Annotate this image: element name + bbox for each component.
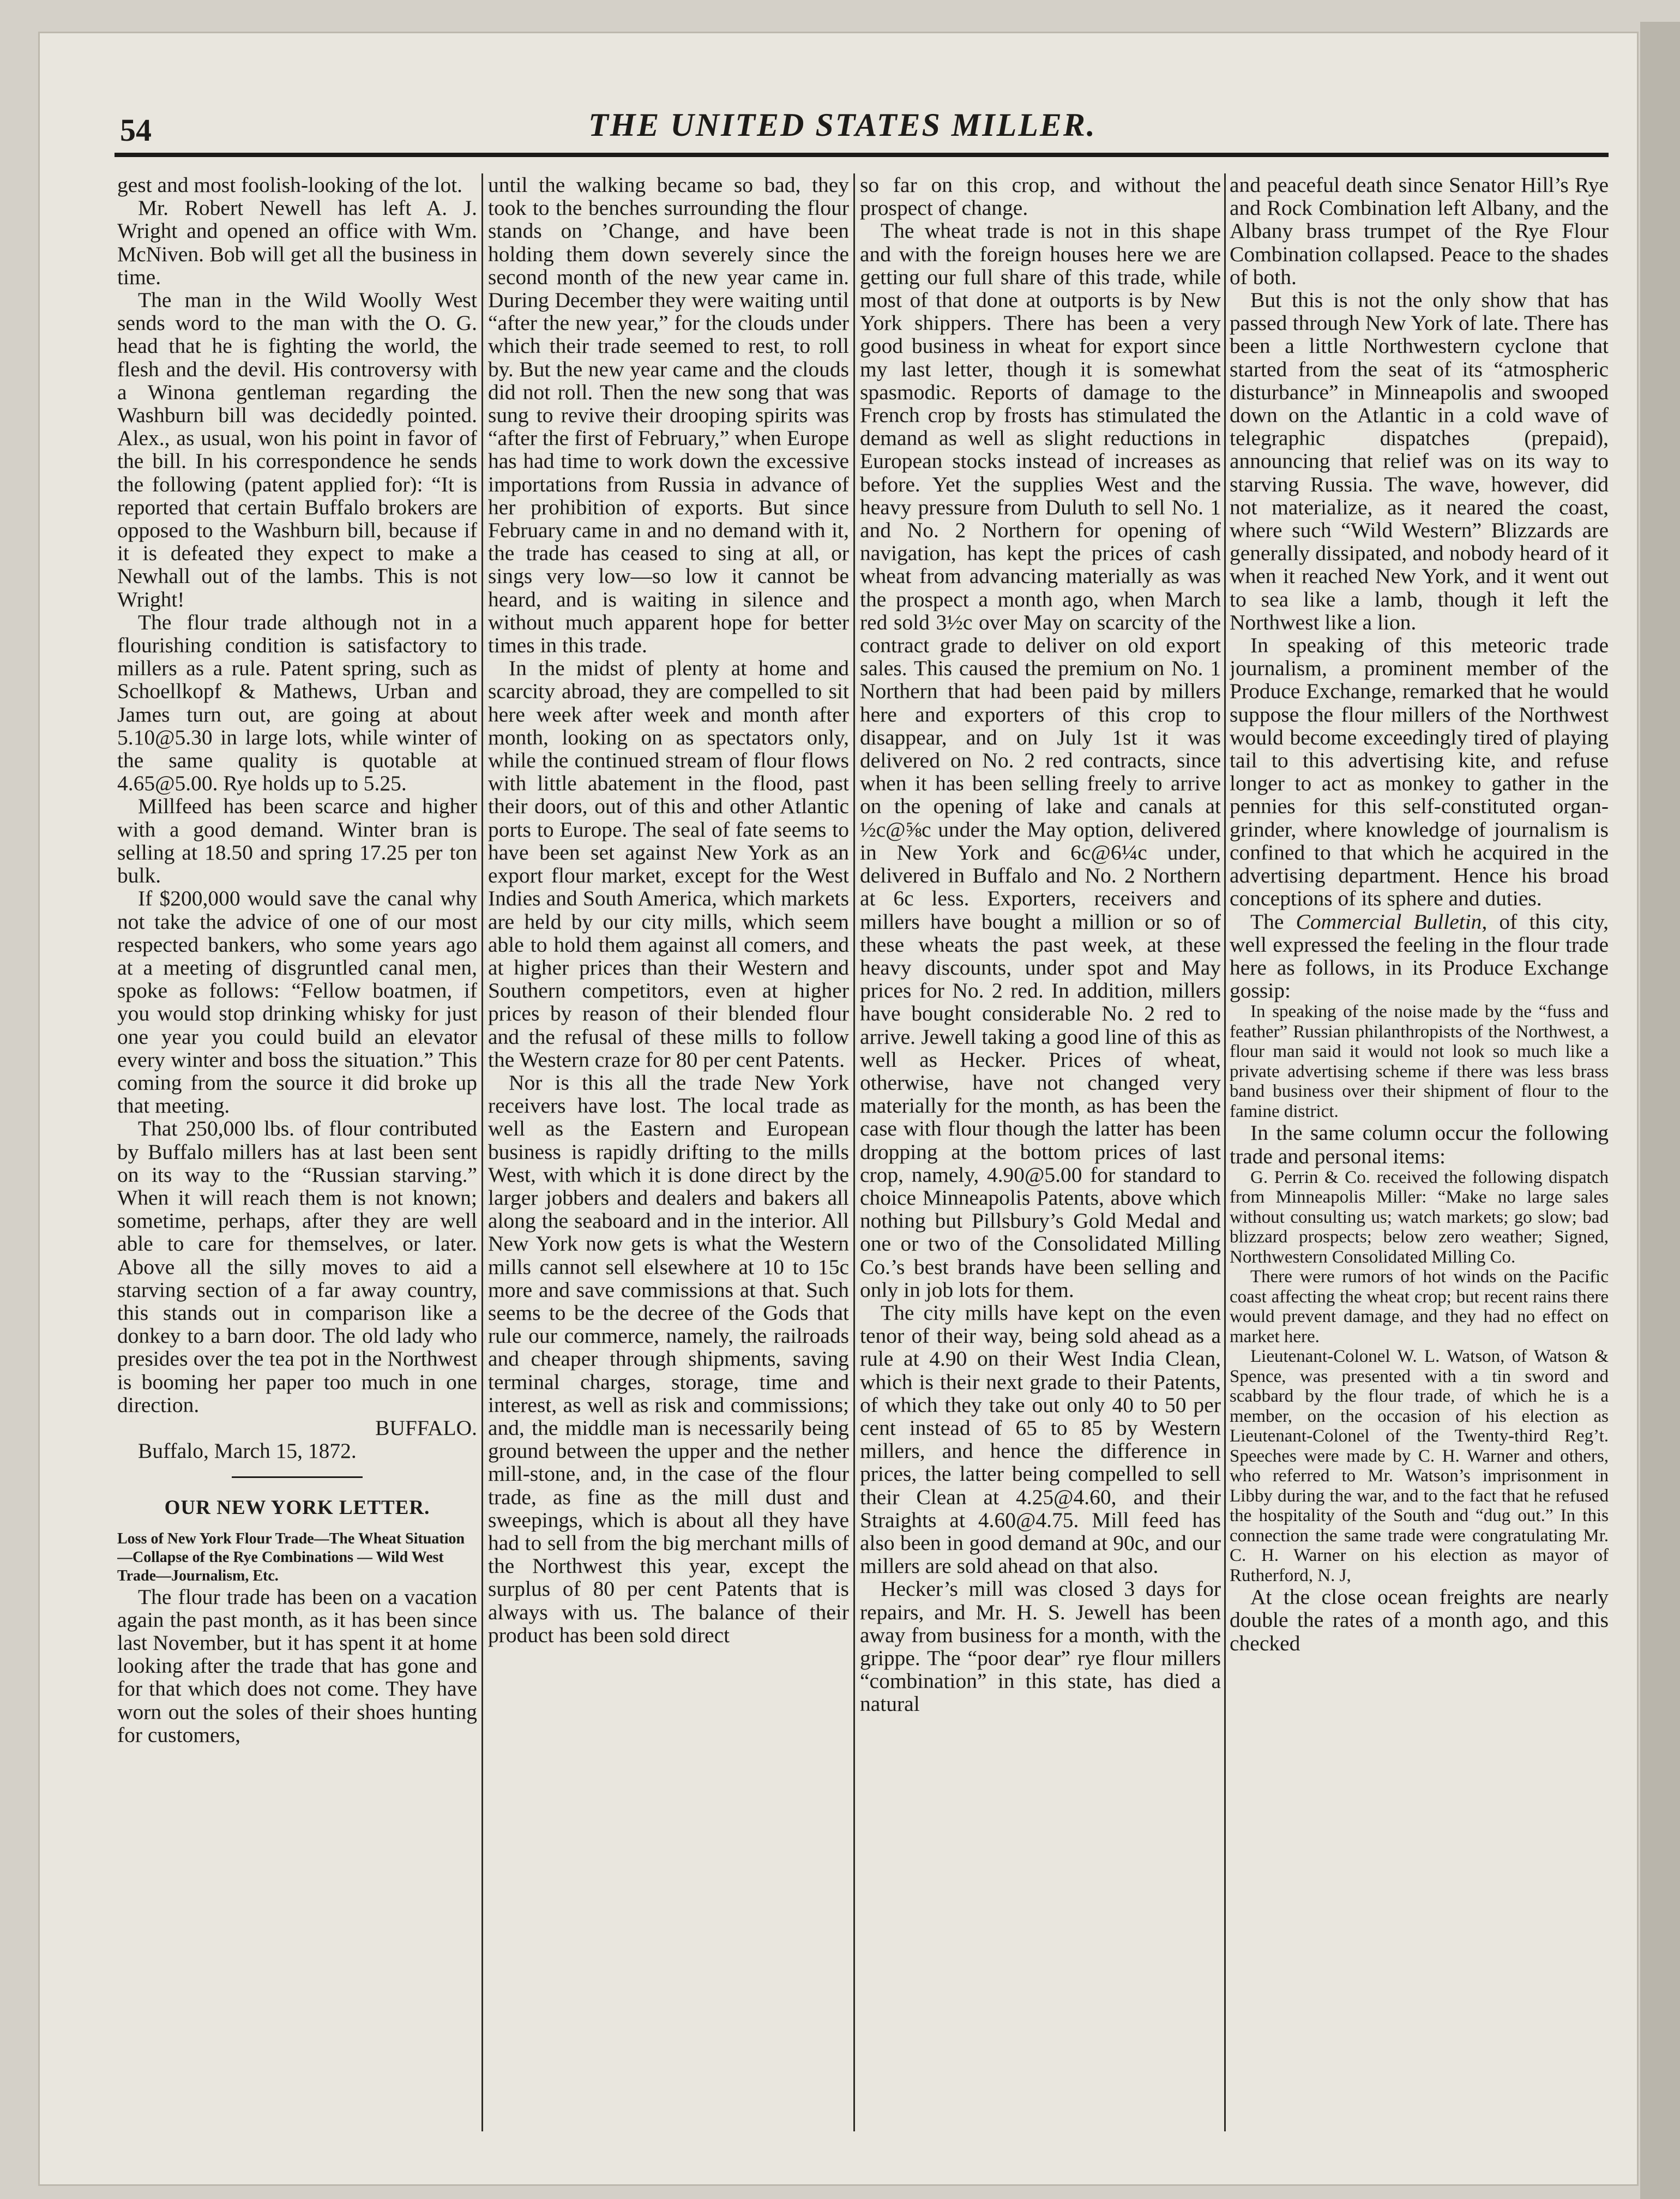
page-title: THE UNITED STATES MILLER. [588, 107, 1097, 143]
column-divider [853, 173, 855, 2131]
paragraph: If $200,000 would save the canal why not take the advice of one of our most respected bankers, who some years ago at a meeting of disgruntled canal men, spoke as follows: “Fellow boatmen, if you would stop drinking whisky for just one year you could build an elevator every winter and boss the situation.” This coming from the source it did broke up that meeting. [117, 886, 477, 1118]
header-rule [115, 153, 1609, 157]
quoted-item: G. Perrin & Co. received the following dispatch from Minneapolis Miller: “Make no large sales without consulting us; watch markets; go slow; bad blizzard prospects; below zero weather; Signed, Northwestern Consolidated Milling Co. [1230, 1167, 1609, 1267]
quoted-item: Lieutenant-Colonel W. L. Watson, of Watson & Spence, was presented with a tin sword and scabbard by the flour trade, of which he is a member, on the occasion of his election as Lieutenant-Colonel of the Twenty-third Reg’t. Speeches were made by C. H. Warner and others, who referred to Mr. Watson’s imprisonment in Libby during the war, and to the fact that he refused the hospitality of the South and “dug out.” In this connection the same trade were congratulating Mr. C. H. Warner on his election as mayor of Rutherford, N. J, [1230, 1347, 1609, 1585]
paragraph [1230, 910, 1609, 1002]
column-divider [1224, 173, 1226, 2131]
quoted-item: In speaking of the noise made by the “fuss and feather” Russian philanthropists of the Northwest, a flour man said it would not look so much like a private advertising scheme if there was less brass band business over their shipment of flour to the famine district. [1230, 1002, 1609, 1121]
paragraph: In speaking of this meteoric trade journalism, a prominent member of the Produce Exchange, remarked that he would suppose the flour millers of the Northwest would become exceedingly tired of playing tail to this advertising kite, and refuse longer to act as monkey to gather in the pennies for this self-constituted organ-grinder, where knowledge of journalism is confined to that which he acquired in the advertising department. Hence his broad conceptions of its sphere and duties. [1230, 633, 1609, 911]
paragraph: Millfeed has been scarce and higher with a good demand. Winter bran is selling at 18.50 and spring 17.25 per ton bulk. [117, 794, 477, 888]
paragraph: The man in the Wild Woolly West sends word to the man with the O. G. head that he is fighting the world, the flesh and the devil. His controversy with a Winona gentleman regarding the Washburn bill was decidedly pointed. Alex., as usual, won his point in favor of the bill. In his correspondence he sends the following (patent applied for): “It is reported that certain Buffalo brokers are opposed to the Washburn bill, because if it is defeated they expect to make a Newhall out of the lambs. This is not Wright! [117, 288, 477, 611]
quoted-item: There were rumors of hot winds on the Pacific coast affecting the wheat crop; but recent rains there would prevent damage, and they had no effect on market here. [1230, 1267, 1609, 1347]
page-edge [1640, 22, 1680, 2199]
section-separator [232, 1476, 363, 1478]
paragraph: In the midst of plenty at home and scarcity abroad, they are compelled to sit here week after week and month after month, looking on as spectators only, while the continued stream of flour flows with little abatement in the flood, past their doors, out of this and other Atlantic ports to Europe. The seal of fate seems to have been set against New York as an export flour market, except for the West Indies and South America, which markets are held by our city mills, which seem able to hold them against all comers, and at higher prices than their Western and Southern competitors, even at higher prices by reason of their blended flour and the refusal of these mills to follow the Western craze for 80 per cent Patents. [488, 656, 849, 1072]
page-header [82, 95, 1603, 161]
paragraph: At the close ocean freights are nearly double the rates of a month ago, and this checked [1230, 1585, 1609, 1655]
column-4 [1230, 173, 1609, 2137]
paragraph: That 250,000 lbs. of flour contributed by Buffalo millers has at last been sent on its way to the “Russian starving.” When it will reach them is not known; sometime, perhaps, after they are well able to care for themselves, or later. Above all the silly moves to aid a starving section of a far away country, this stands out in comparison like a donkey to a barn door. The old lady who presides over the tea pot in the Northwest is booming her paper too much in one direction. [117, 1116, 477, 1417]
column-divider [481, 173, 483, 2131]
paragraph: In the same column occur the following trade and personal items: [1230, 1121, 1609, 1168]
article-columns [117, 173, 1609, 2150]
paragraph: so far on this crop, and without the prospect of change. [860, 173, 1221, 220]
paragraph: The flour trade although not in a flourishing condition is satisfactory to millers as a rule. Patent spring, such as Schoellkopf & Mathews, Urban and James turn out, are going at about 5.10@5.30 in large lots, while winter of the same quality is quotable at 4.65@5.00. Rye holds up to 5.25. [117, 610, 477, 796]
paragraph: Mr. Robert Newell has left A. J. Wright and opened an office with Wm. McNiven. Bob will get all the business in time. [117, 196, 477, 289]
paragraph-text: The [1250, 909, 1284, 934]
paragraph: Nor is this all the trade New York receivers have lost. The local trade as well as the Eastern and European business is rapidly drifting to the mills West, with which it is done direct by the larger jobbers and dealers and bakers all along the seaboard and in the interior. All New York now gets is what the Western mills cannot sell elsewhere at 10 to 15c more and save commissions at that. Such seems to be the decree of the Gods that rule our commerce, namely, the railroads and cheaper through shipments, saving terminal charges, storage, time and interest, as well as risk and commissions; and, the middle man is necessarily being ground between the upper and the nether mill-stone, and, in the case of the flour trade, as fine as the mill dust and sweepings, which is about all they have had to sell from the big merchant mills of the Northwest this year, except the surplus of 80 per cent Patents that is always with us. The balance of their product has been sold direct [488, 1070, 849, 1647]
signature: BUFFALO. [375, 1415, 477, 1440]
column-1 [117, 173, 477, 2137]
paragraph: But this is not the only show that has passed through New York of late. There has been a little Northwestern cyclone that started from the seat of its “atmospheric disturbance” in Minneapolis and swooped down on the Atlantic in a cold wave of telegraphic dispatches (prepaid), announcing that relief was on its way to starving Russia. The wave, however, did not materialize, as it neared the coast, where such “Wild Western” Blizzards are generally dissipated, and nobody heard of it when it reached New York, and it went out to sea like a lamb, though it left the Northwest like a lion. [1230, 288, 1609, 634]
column-2 [488, 173, 849, 2137]
paragraph: The flour trade has been on a vacation again the past month, as it has been since last November, but it has spent it at home looking after the trade that has gone and for that which does not come. They have worn out the soles of their shoes hunting for customers, [117, 1584, 477, 1747]
publication-name: Commercial Bulletin, [1296, 909, 1488, 934]
paragraph: gest and most foolish-looking of the lot. [117, 173, 463, 197]
dateline: Buffalo, March 15, 1872. [138, 1439, 357, 1463]
article-headline: OUR NEW YORK LETTER. [164, 1497, 430, 1519]
article-deck: Loss of New York Flour Trade—The Wheat Situation—Collapse of the Rye Combinations — Wild West Trade—Journalism, Etc. [117, 1530, 465, 1584]
paragraph: The city mills have kept on the even tenor of their way, being sold ahead as a rule at 4.90 on their West India Clean, which is their next grade to their Patents, of which they take out only 40 to 50 per cent instead of 65 to 85 by Western millers, and hence the difference in prices, the latter being compelled to sell their Clean at 4.25@4.60, and their Straights at 4.60@4.75. Mill feed has also been in good demand at 90c, and our millers are sold ahead on that also. [860, 1300, 1221, 1578]
column-3 [860, 173, 1221, 2137]
paragraph: Hecker’s mill was closed 3 days for repairs, and Mr. H. S. Jewell has been away from business for a month, with the grippe. The “poor dear” rye flour millers “combination” in this state, has died a natural [860, 1577, 1221, 1716]
paragraph-text: of this city, well expressed the feeling in the flour trade here as follows, in its Produce Exchange gossip: [1230, 909, 1609, 1003]
paragraph: The wheat trade is not in this shape and with the foreign houses here we are getting our full share of this trade, while most of that done at outports is by New York shippers. There has been a very good business in wheat for export since my last letter, though it is somewhat spasmodic. Reports of damage to the French crop by frosts has stimulated the demand as well as slight reductions in European stocks instead of increases as before. Yet the supplies West and the heavy pressure from Duluth to sell No. 1 and No. 2 Northern for opening of navigation, has kept the prices of cash wheat from advancing materially as was the prospect a month ago, when March red sold 3½c over May on scarcity of the contract grade to deliver on old export sales. This caused the premium on No. 1 Northern that had been paid by millers here and exporters of this crop to disappear, and on July 1st it was delivered on No. 2 red contracts, since when it has been selling freely to arrive on the opening of lake and canals at ½c@⅝c under the May option, delivered in New York and 6c@6¼c under, delivered in Buffalo and No. 2 Northern at 6c less. Exporters, receivers and millers have bought a million or so of these wheats the past week, at these heavy discounts, under spot and May prices for No. 2 red. In addition, millers have bought considerable No. 2 red to arrive. Jewell taking a good line of this as well as Hecker. Prices of wheat, otherwise, have not changed very materially for the month, as has been the case with flour though the latter has been dropping at the bottom prices of last crop, namely, 4.90@5.00 for standard to choice Minneapolis Patents, above which nothing but Pillsbury’s Gold Medal and one or two of the Consolidated Milling Co.’s best brands have been selling and only in job lots for them. [860, 219, 1221, 1302]
page-number: 54 [120, 112, 152, 148]
paragraph: and peaceful death since Senator Hill’s Rye and Rock Combination left Albany, and the Albany brass trumpet of the Rye Flour Combination collapsed. Peace to the shades of both. [1230, 173, 1609, 289]
paragraph: until the walking became so bad, they took to the benches surrounding the flour stands on ’Change, and have been holding them down severely since the second month of the new year came in. During December they were waiting until “after the new year,” for the clouds under which their trade seemed to rest, to roll by. But the new year came and the clouds did not roll. Then the new song that was sung to revive their drooping spirits was “after the first of February,” when Europe has had time to work down the excessive importations from Russia in advance of her prohibition of exports. But since February came in and no demand with it, the trade has ceased to sing at all, or sings very low—so low it cannot be heard, and is waiting in silence and without much apparent hope for better times in this trade. [488, 173, 849, 658]
